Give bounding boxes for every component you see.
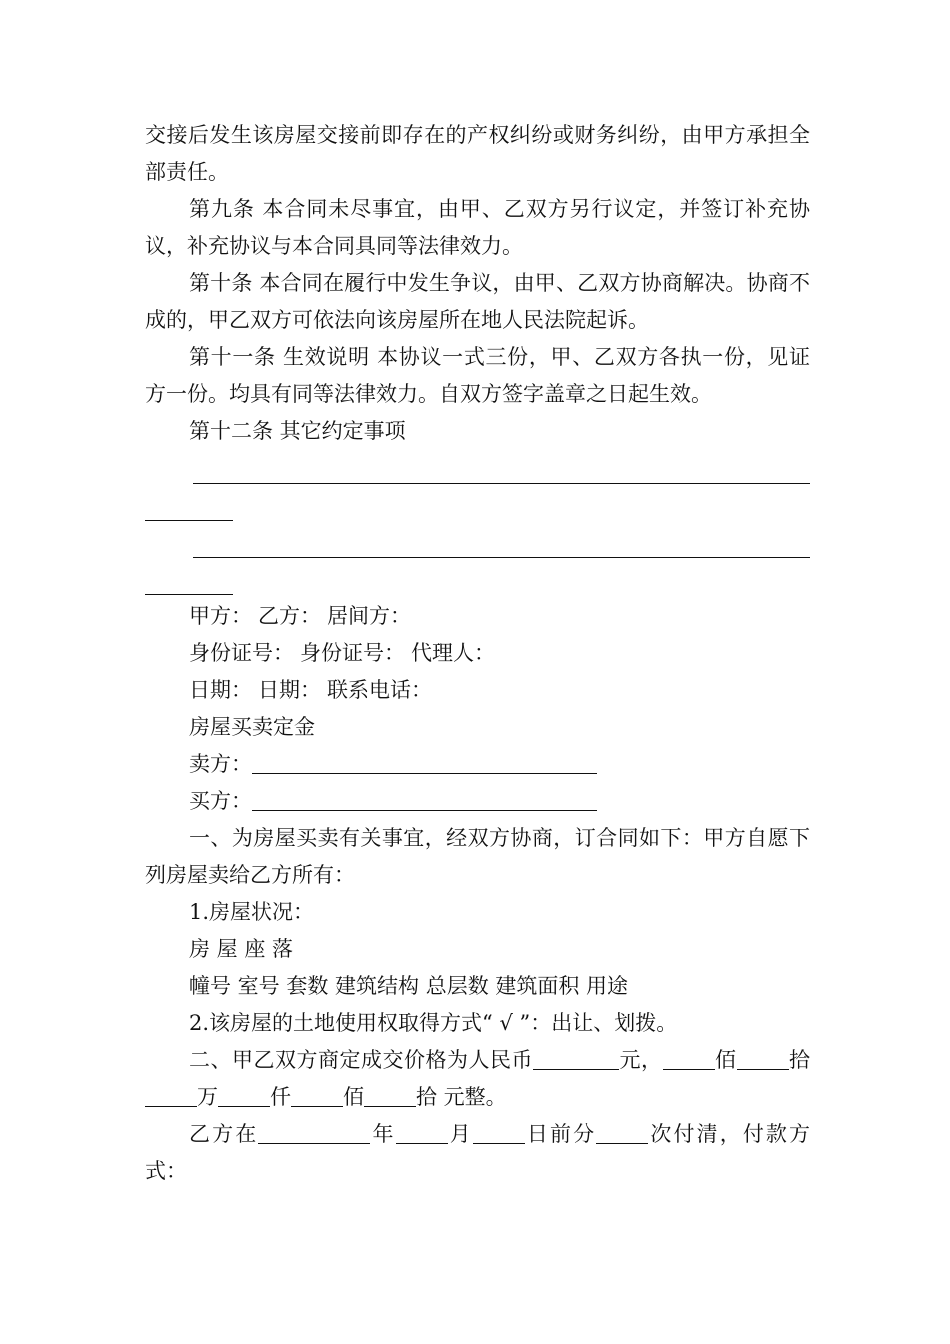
price-amount-blank[interactable] [533,1045,619,1070]
blank-line-long [193,557,810,558]
paragraph-article-9: 第九条 本合同未尽事宜，由甲、乙双方另行议定，并签订补充协议，补充协议与本合同具同等法律效力。 [145,197,810,258]
buyer-line [145,783,810,820]
buyer-blank[interactable] [252,786,597,811]
payment-tail: 次付清，付款方式： [145,1122,811,1183]
clause-2-price [145,1042,810,1116]
id-b-label: 身份证号： [300,641,405,665]
clause-1-property-status: 1.房屋状况： [189,900,315,924]
paragraph-liability: 交接后发生该房屋交接前即存在的产权纠纷或财务纠纷，由甲方承担全部责任。 [145,123,810,184]
price-wan-blank[interactable] [145,1082,197,1107]
blank-line-short [145,520,233,521]
signature-id-line [145,635,810,672]
price-wan: 万 [197,1085,218,1109]
signature-date-line [145,672,810,709]
payment-nian: 年 [370,1122,396,1146]
buyer-label: 买方： [189,789,252,813]
price-shi1: 拾 [788,1048,810,1072]
party-b-label: 乙方： [258,604,321,628]
payment-intro: 乙方在 [189,1122,259,1146]
payment-month-blank[interactable] [396,1119,448,1144]
price-intro: 二、甲乙双方商定成交价格为人民币 [189,1048,533,1072]
party-a-label: 甲方： [189,604,252,628]
price-bai2: 佰 [343,1085,364,1109]
price-shi1-blank-b[interactable] [779,1045,789,1070]
payment-day-blank[interactable] [473,1119,525,1144]
blank-line-short [145,594,233,595]
document-page [145,117,810,1190]
clause-1-land-use: 2.该房屋的土地使用权取得方式“ √ ”：出让、划拨。 [189,1011,678,1035]
price-shi1-blank-a[interactable] [737,1045,779,1070]
paragraph-article-11: 第十一条 生效说明 本协议一式三份，甲、乙双方各执一份，见证方一份。均具有同等法律效力。自双方签字盖章之日起生效。 [145,345,810,406]
price-qian: 仟 [270,1085,291,1109]
price-yuan: 元， [619,1048,663,1072]
clause-1-fields: 幢号 室号 套数 建筑结构 总层数 建筑面积 用途 [189,974,629,998]
deposit-title: 房屋买卖定金 [189,715,315,739]
seller-line [145,746,810,783]
signature-parties-line [145,598,810,635]
id-a-label: 身份证号： [189,641,294,665]
paragraph-article-12: 第十二条 其它约定事项 [189,419,406,443]
payment-line [145,1116,810,1190]
price-bai1-blank[interactable] [663,1045,715,1070]
price-qian-blank[interactable] [218,1082,270,1107]
price-shi2: 拾 元整。 [416,1085,507,1109]
price-bai2-blank[interactable] [291,1082,343,1107]
payment-year-blank[interactable] [258,1119,370,1144]
other-terms-blank-2[interactable] [145,524,810,598]
blank-line-long [193,483,810,484]
payment-yue: 月 [447,1122,473,1146]
other-terms-blank-1[interactable] [145,450,810,524]
agent-label: 代理人： [411,641,495,665]
price-shi2-blank[interactable] [364,1082,416,1107]
paragraph-article-10: 第十条 本合同在履行中发生争议，由甲、乙双方协商解决。协商不成的，甲乙双方可依法向该房屋所在地人民法院起诉。 [145,271,810,332]
payment-times-blank[interactable] [596,1119,648,1144]
payment-ri: 日前分 [524,1122,597,1146]
seller-blank[interactable] [252,749,597,774]
phone-label: 联系电话： [327,678,432,702]
intermediary-label: 居间方： [327,604,411,628]
clause-1: 一、为房屋买卖有关事宜，经双方协商，订合同如下：甲方自愿下列房屋卖给乙方所有： [145,826,810,887]
date-b-label: 日期： [258,678,321,702]
clause-1-location: 房 屋 座 落 [189,937,294,961]
date-a-label: 日期： [189,678,252,702]
seller-label: 卖方： [189,752,252,776]
price-bai1: 佰 [714,1048,737,1072]
